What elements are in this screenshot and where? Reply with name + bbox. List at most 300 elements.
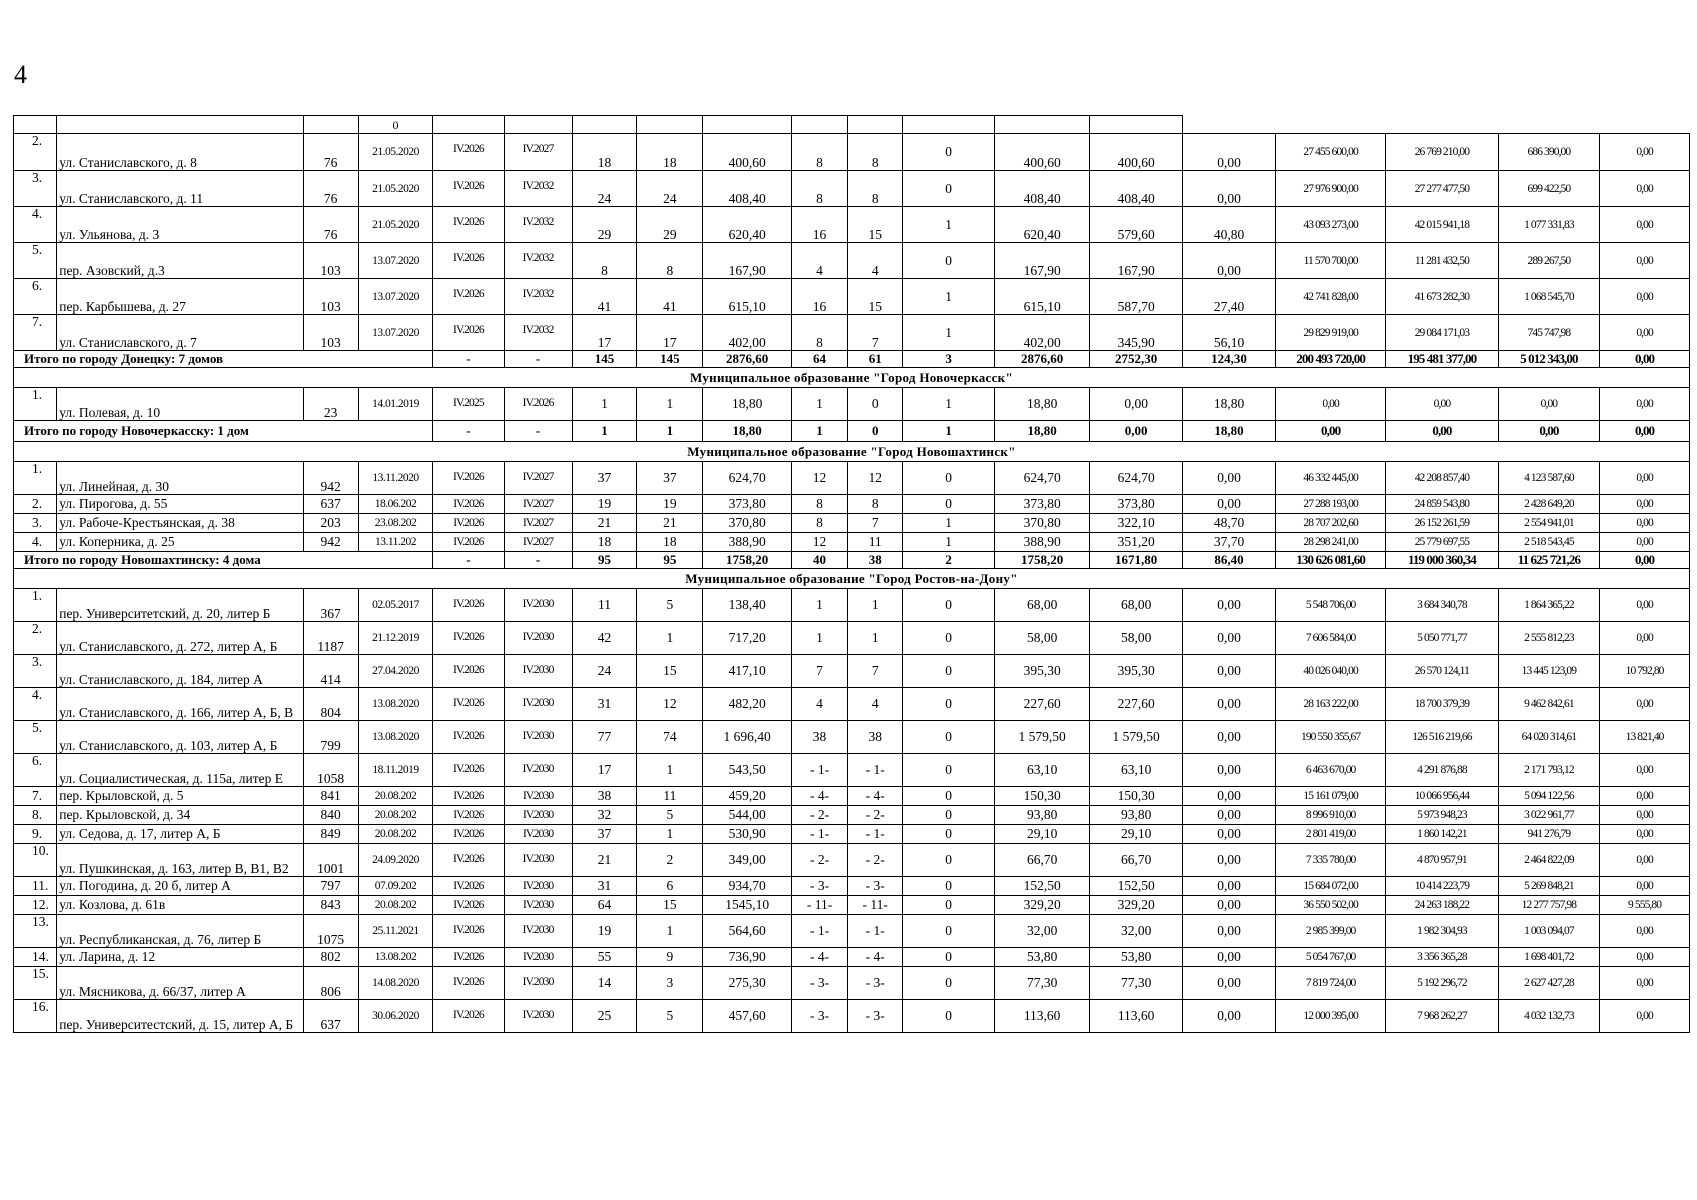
- value-cell: 8: [848, 495, 903, 514]
- address-cell: ул. Социалистическая, д. 115а, литер Е: [57, 754, 303, 787]
- value-cell: - 2-: [791, 806, 847, 825]
- value-cell: 8: [572, 243, 637, 279]
- value-cell: 624,70: [703, 462, 792, 495]
- value-cell: - 2-: [848, 806, 903, 825]
- value-cell: 17: [572, 754, 637, 787]
- value-cell: 32,00: [1090, 915, 1183, 948]
- date-cell: 18.06.202: [358, 495, 433, 514]
- value-cell: 24: [637, 171, 703, 207]
- table-row: [14, 589, 1690, 622]
- area-number-cell: 103: [303, 279, 358, 315]
- value-cell: - 4-: [791, 787, 847, 806]
- area-number-cell: 1187: [303, 622, 358, 655]
- quarter-start-cell: IV.2026: [433, 533, 504, 552]
- money-cell: 5 094 122,56: [1498, 787, 1600, 806]
- value-cell: 370,80: [703, 514, 792, 533]
- value-cell: 0: [903, 787, 995, 806]
- total-quarter-end: -: [504, 552, 572, 569]
- value-cell: 21: [572, 514, 637, 533]
- value-cell: 167,90: [995, 243, 1090, 279]
- money-cell: 10 414 223,79: [1386, 877, 1498, 896]
- money-cell: 64 020 314,61: [1498, 721, 1600, 754]
- value-cell: 0,00: [1183, 948, 1276, 967]
- value-cell: 345,90: [1090, 315, 1183, 351]
- row-number: 10.: [14, 844, 57, 877]
- value-cell: 1: [637, 622, 703, 655]
- value-cell: 1: [903, 315, 995, 351]
- table-body: [14, 116, 1690, 1033]
- value-cell: 388,90: [703, 533, 792, 552]
- value-cell: 4: [791, 243, 847, 279]
- money-cell: 15 684 072,00: [1276, 877, 1386, 896]
- date-cell: 02.05.2017: [358, 589, 433, 622]
- money-cell: 0,00: [1600, 806, 1690, 825]
- money-cell: 0,00: [1600, 787, 1690, 806]
- area-number-cell: 840: [303, 806, 358, 825]
- value-cell: 18: [637, 134, 703, 171]
- date-cell: 13.08.2020: [358, 721, 433, 754]
- value-cell: 152,50: [995, 877, 1090, 896]
- money-cell: 29 829 919,00: [1276, 315, 1386, 351]
- quarter-end-cell: IV.2030: [504, 589, 572, 622]
- table-row: [14, 655, 1690, 688]
- value-cell: 0: [903, 825, 995, 844]
- money-cell: 11 281 432,50: [1386, 243, 1498, 279]
- quarter-start-cell: IV.2025: [433, 388, 504, 421]
- quarter-start-cell: IV.2026: [433, 171, 504, 207]
- value-cell: 227,60: [995, 688, 1090, 721]
- date-cell: 24.09.2020: [358, 844, 433, 877]
- quarter-start-cell: IV.2026: [433, 948, 504, 967]
- value-cell: 0: [903, 688, 995, 721]
- table-row: [14, 279, 1690, 315]
- money-cell: 0,00: [1600, 388, 1690, 421]
- row-number: 4.: [14, 207, 57, 243]
- money-cell: 0,00: [1600, 844, 1690, 877]
- value-cell: - 1-: [848, 825, 903, 844]
- quarter-end-cell: IV.2030: [504, 948, 572, 967]
- value-cell: 0: [903, 1000, 995, 1033]
- value-cell: 395,30: [1090, 655, 1183, 688]
- address-cell: ул. Станиславского, д. 7: [57, 315, 303, 351]
- value-cell: 587,70: [1090, 279, 1183, 315]
- value-cell: 152,50: [1090, 877, 1183, 896]
- money-cell: 7 606 584,00: [1276, 622, 1386, 655]
- money-cell: 27 976 900,00: [1276, 171, 1386, 207]
- money-cell: 26 570 124,11: [1386, 655, 1498, 688]
- value-cell: 0,00: [1183, 806, 1276, 825]
- value-cell: - 1-: [791, 825, 847, 844]
- value-cell: 624,70: [1090, 462, 1183, 495]
- value-cell: 18,80: [703, 388, 792, 421]
- value-cell: 7: [848, 514, 903, 533]
- quarter-end-cell: IV.2032: [504, 171, 572, 207]
- value-cell: - 11-: [791, 896, 847, 915]
- total-value-cell: 1758,20: [703, 552, 792, 569]
- money-cell: 2 801 419,00: [1276, 825, 1386, 844]
- value-cell: 408,40: [995, 171, 1090, 207]
- table-row: [14, 134, 1690, 171]
- money-cell: 1 982 304,93: [1386, 915, 1498, 948]
- value-cell: - 3-: [791, 1000, 847, 1033]
- value-cell: 579,60: [1090, 207, 1183, 243]
- value-cell: 6: [637, 877, 703, 896]
- page-number: 4: [14, 60, 27, 89]
- address-cell: ул. Станиславского, д. 103, литер А, Б: [57, 721, 303, 754]
- value-cell: 21: [572, 844, 637, 877]
- value-cell: 400,60: [703, 134, 792, 171]
- value-cell: 0,00: [1090, 388, 1183, 421]
- value-cell: 0,00: [1183, 721, 1276, 754]
- value-cell: - 3-: [848, 1000, 903, 1033]
- date-cell: 20.08.202: [358, 806, 433, 825]
- table-row: [14, 622, 1690, 655]
- money-cell: 2 985 399,00: [1276, 915, 1386, 948]
- row-number: 2.: [14, 495, 57, 514]
- total-label: Итого по городу Новошахтинску: 4 дома: [14, 552, 433, 569]
- value-cell: 459,20: [703, 787, 792, 806]
- value-cell: 329,20: [995, 896, 1090, 915]
- area-number-cell: 76: [303, 134, 358, 171]
- value-cell: 32,00: [995, 915, 1090, 948]
- total-row: [14, 421, 1690, 442]
- total-money-cell: 0,00: [1600, 351, 1690, 368]
- value-cell: 1: [637, 915, 703, 948]
- value-cell: 408,40: [1090, 171, 1183, 207]
- total-value-cell: 2: [903, 552, 995, 569]
- value-cell: 16: [791, 279, 847, 315]
- address-cell: ул. Станиславского, д. 184, литер А: [57, 655, 303, 688]
- money-cell: 43 093 273,00: [1276, 207, 1386, 243]
- total-value-cell: 38: [848, 552, 903, 569]
- area-number-cell: 849: [303, 825, 358, 844]
- money-cell: 18 700 379,39: [1386, 688, 1498, 721]
- quarter-start-cell: IV.2026: [433, 462, 504, 495]
- quarter-start-cell: IV.2026: [433, 622, 504, 655]
- value-cell: 530,90: [703, 825, 792, 844]
- value-cell: 18: [572, 134, 637, 171]
- value-cell: 5: [637, 1000, 703, 1033]
- money-cell: 27 455 600,00: [1276, 134, 1386, 171]
- value-cell: 0: [903, 589, 995, 622]
- row-number: 8.: [14, 806, 57, 825]
- quarter-start-cell: IV.2026: [433, 655, 504, 688]
- address-cell: ул. Полевая, д. 10: [57, 388, 303, 421]
- area-number-cell: 806: [303, 967, 358, 1000]
- address-cell: ул. Республиканская, д. 76, литер Б: [57, 915, 303, 948]
- table-row: [14, 533, 1690, 552]
- value-cell: 0: [903, 721, 995, 754]
- total-value-cell: 1: [791, 421, 847, 442]
- total-value-cell: 95: [637, 552, 703, 569]
- value-cell: - 4-: [848, 948, 903, 967]
- money-cell: 2 554 941,01: [1498, 514, 1600, 533]
- value-cell: 0: [903, 896, 995, 915]
- address-cell: ул. Рабоче-Крестьянская, д. 38: [57, 514, 303, 533]
- value-cell: 1: [903, 279, 995, 315]
- money-cell: 28 163 222,00: [1276, 688, 1386, 721]
- quarter-start-cell: IV.2026: [433, 514, 504, 533]
- value-cell: 7: [791, 655, 847, 688]
- value-cell: 349,00: [703, 844, 792, 877]
- date-cell: 25.11.2021: [358, 915, 433, 948]
- quarter-end-cell: IV.2032: [504, 243, 572, 279]
- money-cell: 7 968 262,27: [1386, 1000, 1498, 1033]
- total-value-cell: 3: [903, 351, 995, 368]
- area-number-cell: 841: [303, 787, 358, 806]
- value-cell: 0: [903, 462, 995, 495]
- value-cell: 620,40: [995, 207, 1090, 243]
- value-cell: 68,00: [995, 589, 1090, 622]
- date-cell: 21.05.2020: [358, 207, 433, 243]
- money-cell: 27 288 193,00: [1276, 495, 1386, 514]
- date-cell: 21.05.2020: [358, 134, 433, 171]
- address-cell: ул. Седова, д. 17, литер А, Б: [57, 825, 303, 844]
- date-cell: 21.05.2020: [358, 171, 433, 207]
- row-number: 12.: [14, 896, 57, 915]
- money-cell: 4 291 876,88: [1386, 754, 1498, 787]
- value-cell: 0,00: [1183, 877, 1276, 896]
- money-cell: 699 422,50: [1498, 171, 1600, 207]
- value-cell: 1: [848, 589, 903, 622]
- value-cell: 56,10: [1183, 315, 1276, 351]
- value-cell: 38: [572, 787, 637, 806]
- value-cell: 37: [572, 462, 637, 495]
- table-row: [14, 787, 1690, 806]
- money-cell: 4 032 132,73: [1498, 1000, 1600, 1033]
- value-cell: - 1-: [848, 754, 903, 787]
- table-row: [14, 754, 1690, 787]
- table-row: [14, 171, 1690, 207]
- value-cell: 0: [903, 171, 995, 207]
- total-row: [14, 351, 1690, 368]
- total-value-cell: 1: [903, 421, 995, 442]
- value-cell: 38: [848, 721, 903, 754]
- municipality-header-row: [14, 442, 1690, 462]
- money-cell: 4 870 957,91: [1386, 844, 1498, 877]
- value-cell: 24: [572, 655, 637, 688]
- address-cell: ул. Коперника, д. 25: [57, 533, 303, 552]
- total-value-cell: 124,30: [1183, 351, 1276, 368]
- table-row: [14, 688, 1690, 721]
- value-cell: 1 696,40: [703, 721, 792, 754]
- address-cell: пер. Карбышева, д. 27: [57, 279, 303, 315]
- address-cell: ул. Станиславского, д. 272, литер А, Б: [57, 622, 303, 655]
- value-cell: - 1-: [791, 754, 847, 787]
- total-money-cell: 195 481 377,00: [1386, 351, 1498, 368]
- value-cell: 0: [903, 134, 995, 171]
- value-cell: 15: [637, 655, 703, 688]
- value-cell: 1: [791, 388, 847, 421]
- value-cell: 17: [637, 315, 703, 351]
- money-cell: 4 123 587,60: [1498, 462, 1600, 495]
- value-cell: 0,00: [1183, 171, 1276, 207]
- money-cell: 7 819 724,00: [1276, 967, 1386, 1000]
- quarter-end-cell: IV.2027: [504, 134, 572, 171]
- value-cell: 8: [791, 495, 847, 514]
- area-number-cell: 23: [303, 388, 358, 421]
- money-cell: 0,00: [1600, 877, 1690, 896]
- area-number-cell: 843: [303, 896, 358, 915]
- row-number: 4.: [14, 533, 57, 552]
- quarter-end-cell: IV.2030: [504, 877, 572, 896]
- row-number: 14.: [14, 948, 57, 967]
- value-cell: 29,10: [995, 825, 1090, 844]
- value-cell: 0: [903, 806, 995, 825]
- quarter-end-cell: IV.2030: [504, 825, 572, 844]
- money-cell: 0,00: [1600, 589, 1690, 622]
- value-cell: 15: [848, 207, 903, 243]
- value-cell: 5: [637, 806, 703, 825]
- value-cell: 8: [791, 514, 847, 533]
- value-cell: 113,60: [995, 1000, 1090, 1033]
- date-cell: 13.11.2020: [358, 462, 433, 495]
- value-cell: 11: [572, 589, 637, 622]
- date-cell: 13.07.2020: [358, 315, 433, 351]
- value-cell: 388,90: [995, 533, 1090, 552]
- money-cell: 0,00: [1600, 967, 1690, 1000]
- value-cell: 0,00: [1183, 655, 1276, 688]
- address-cell: ул. Станиславского, д. 8: [57, 134, 303, 171]
- value-cell: 417,10: [703, 655, 792, 688]
- money-cell: 2 518 543,45: [1498, 533, 1600, 552]
- value-cell: 53,80: [1090, 948, 1183, 967]
- quarter-start-cell: IV.2026: [433, 877, 504, 896]
- value-cell: 0,00: [1183, 688, 1276, 721]
- value-cell: 77,30: [995, 967, 1090, 1000]
- value-cell: - 4-: [791, 948, 847, 967]
- table-row: [14, 825, 1690, 844]
- quarter-start-cell: IV.2026: [433, 787, 504, 806]
- area-number-cell: 1001: [303, 844, 358, 877]
- address-cell: ул. Погодина, д. 20 б, литер А: [57, 877, 303, 896]
- quarter-start-cell: IV.2026: [433, 967, 504, 1000]
- value-cell: 58,00: [995, 622, 1090, 655]
- table-row: [14, 207, 1690, 243]
- total-money-cell: 5 012 343,00: [1498, 351, 1600, 368]
- value-cell: 227,60: [1090, 688, 1183, 721]
- total-money-cell: 0,00: [1276, 421, 1386, 442]
- value-cell: 31: [572, 688, 637, 721]
- money-cell: 9 555,80: [1600, 896, 1690, 915]
- money-cell: 13 821,40: [1600, 721, 1690, 754]
- total-label: Итого по городу Новочеркасску: 1 дом: [14, 421, 433, 442]
- value-cell: 16: [791, 207, 847, 243]
- row-number: 3.: [14, 171, 57, 207]
- row-number: 6.: [14, 279, 57, 315]
- value-cell: 24: [572, 171, 637, 207]
- money-cell: 686 390,00: [1498, 134, 1600, 171]
- money-cell: 15 161 079,00: [1276, 787, 1386, 806]
- value-cell: 12: [637, 688, 703, 721]
- total-money-cell: 11 625 721,26: [1498, 552, 1600, 569]
- value-cell: 17: [572, 315, 637, 351]
- value-cell: 74: [637, 721, 703, 754]
- quarter-end-cell: IV.2032: [504, 207, 572, 243]
- area-number-cell: 367: [303, 589, 358, 622]
- money-cell: 25 779 697,55: [1386, 533, 1498, 552]
- row-number: 6.: [14, 754, 57, 787]
- total-value-cell: 18,80: [703, 421, 792, 442]
- value-cell: 29: [572, 207, 637, 243]
- value-cell: 150,30: [995, 787, 1090, 806]
- money-cell: 745 747,98: [1498, 315, 1600, 351]
- value-cell: 19: [572, 495, 637, 514]
- total-value-cell: 145: [572, 351, 637, 368]
- table-row: [14, 915, 1690, 948]
- date-cell: 13.08.202: [358, 948, 433, 967]
- value-cell: 1: [791, 622, 847, 655]
- money-cell: 42 208 857,40: [1386, 462, 1498, 495]
- value-cell: 21: [637, 514, 703, 533]
- value-cell: 624,70: [995, 462, 1090, 495]
- table-row: [14, 388, 1690, 421]
- money-cell: 5 269 848,21: [1498, 877, 1600, 896]
- money-cell: 28 707 202,60: [1276, 514, 1386, 533]
- row-number: 11.: [14, 877, 57, 896]
- area-number-cell: 1058: [303, 754, 358, 787]
- value-cell: - 3-: [848, 877, 903, 896]
- value-cell: 37,70: [1183, 533, 1276, 552]
- municipality-header: Муниципальное образование "Город Новочеркасск": [14, 368, 1690, 388]
- value-cell: 4: [848, 243, 903, 279]
- money-cell: 26 152 261,59: [1386, 514, 1498, 533]
- value-cell: 41: [637, 279, 703, 315]
- total-value-cell: 145: [637, 351, 703, 368]
- value-cell: 0,00: [1183, 462, 1276, 495]
- value-cell: 8: [848, 134, 903, 171]
- value-cell: 93,80: [995, 806, 1090, 825]
- value-cell: 370,80: [995, 514, 1090, 533]
- quarter-start-cell: IV.2026: [433, 589, 504, 622]
- total-quarter-start: -: [433, 421, 504, 442]
- money-cell: 0,00: [1600, 495, 1690, 514]
- quarter-start-cell: IV.2026: [433, 896, 504, 915]
- date-cell: 07.09.202: [358, 877, 433, 896]
- total-money-cell: 0,00: [1600, 421, 1690, 442]
- address-cell: ул. Козлова, д. 61в: [57, 896, 303, 915]
- money-cell: 0,00: [1600, 315, 1690, 351]
- value-cell: 0,00: [1183, 787, 1276, 806]
- money-cell: 0,00: [1600, 688, 1690, 721]
- date-cell: 23.08.202: [358, 514, 433, 533]
- money-cell: 2 171 793,12: [1498, 754, 1600, 787]
- row-number: 2.: [14, 622, 57, 655]
- value-cell: 1: [903, 207, 995, 243]
- value-cell: 0: [848, 388, 903, 421]
- value-cell: - 2-: [791, 844, 847, 877]
- area-number-cell: 76: [303, 171, 358, 207]
- value-cell: 8: [791, 134, 847, 171]
- total-money-cell: 0,00: [1600, 552, 1690, 569]
- value-cell: 58,00: [1090, 622, 1183, 655]
- value-cell: 150,30: [1090, 787, 1183, 806]
- total-value-cell: 2876,60: [703, 351, 792, 368]
- table-row: [14, 514, 1690, 533]
- value-cell: 322,10: [1090, 514, 1183, 533]
- area-number-cell: 804: [303, 688, 358, 721]
- quarter-start-cell: IV.2026: [433, 754, 504, 787]
- quarter-end-cell: IV.2030: [504, 896, 572, 915]
- money-cell: 1 864 365,22: [1498, 589, 1600, 622]
- table-row: [14, 721, 1690, 754]
- money-cell: 0,00: [1600, 1000, 1690, 1033]
- value-cell: 41: [572, 279, 637, 315]
- value-cell: 1: [637, 754, 703, 787]
- money-cell: 7 335 780,00: [1276, 844, 1386, 877]
- value-cell: 615,10: [995, 279, 1090, 315]
- money-cell: 29 084 171,03: [1386, 315, 1498, 351]
